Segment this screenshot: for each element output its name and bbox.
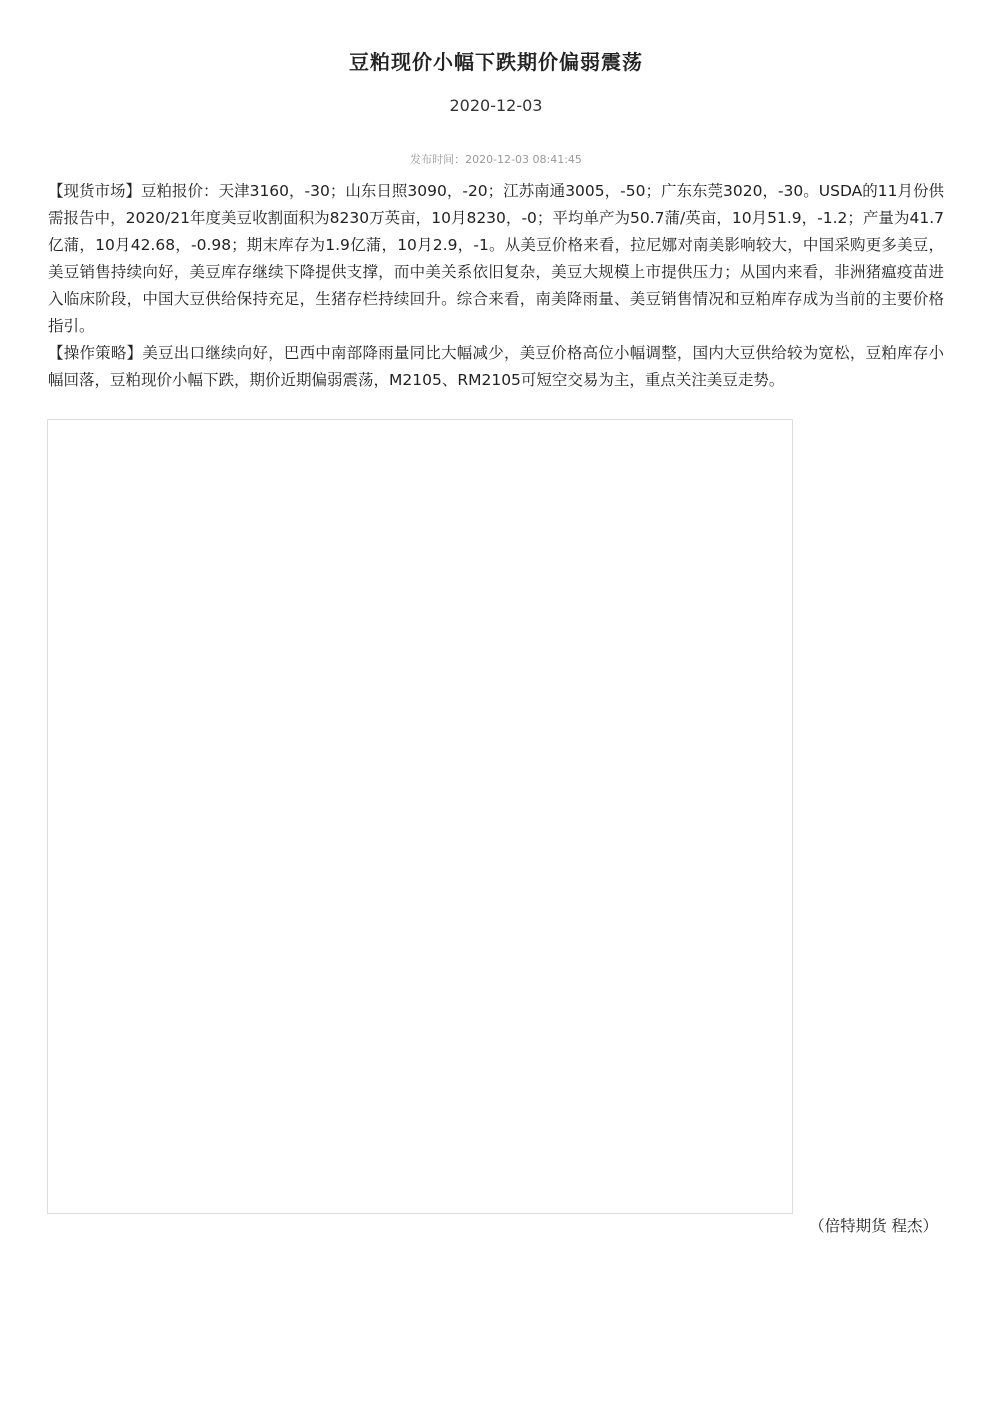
paragraph-strategy: 【操作策略】美豆出口继续向好，巴西中南部降雨量同比大幅减少，美豆价格高位小幅调整，国内大豆供给较为宽松，豆粕库存小幅回落，豆粕现价小幅下跌，期价近期偏弱震荡，M2105、RM2105可短空交易为主，重点关注美豆走势。 (48, 344, 944, 389)
article-date: 2020-12-03 (449, 96, 543, 115)
article-body (48, 178, 944, 394)
paragraph-spot-market: 【现货市场】豆粕报价：天津3160，-30；山东日照3090，-20；江苏南通3005，-50；广东东莞3020，-30。USDA的11月份供需报告中，2020/21年度美豆收割面积为8230万英亩，10月8230，-0；平均单产为50.7蒲/英亩，10月51.9，-1.2；产量为41.7亿蒲，10月42.68，-0.98；期末库存为1.9亿蒲，10月2.9，-1。从美豆价格来看，拉尼娜对南美影响较大，中国采购更多美豆，美豆销售持续向好，美豆库存继续下降提供支撑，而中美关系依旧复杂，美豆大规模上市提供压力；从国内来看，非洲猪瘟疫苗进入临床阶段，中国大豆供给保持充足，生猪存栏持续回升。综合来看，南美降雨量、美豆销售情况和豆粕库存成为当前的主要价格指引。 (48, 182, 944, 335)
image-placeholder (47, 419, 793, 1214)
author-signature: （倍特期货 程杰） (809, 1217, 938, 1235)
publish-time: 发布时间：2020-12-03 08:41:45 (410, 153, 582, 166)
article-title: 豆粕现价小幅下跌期价偏弱震荡 (349, 50, 643, 74)
